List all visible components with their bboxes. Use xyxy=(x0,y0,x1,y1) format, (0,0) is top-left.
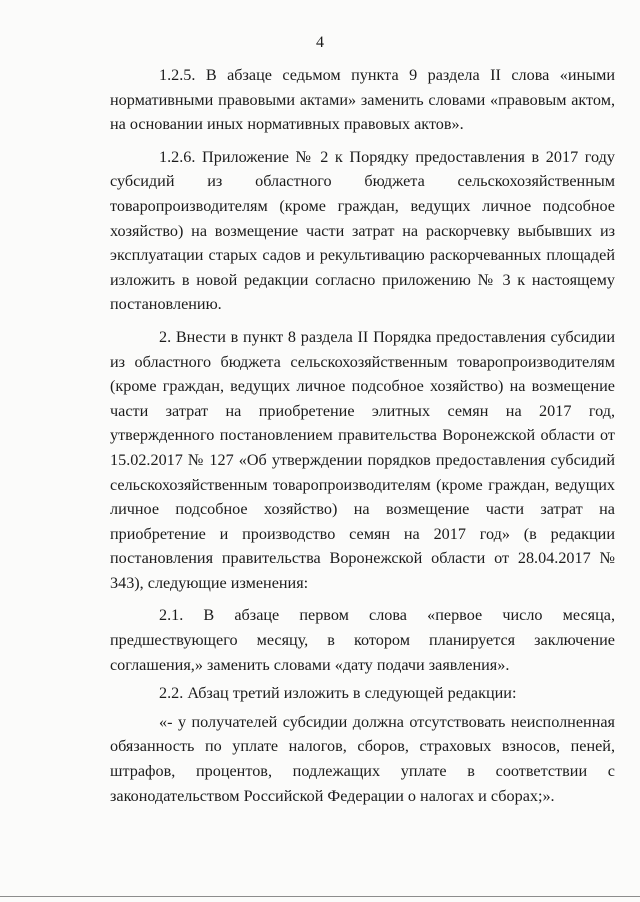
document-body xyxy=(110,63,615,808)
paragraph-1-2-5: 1.2.5. В абзаце седьмом пункта 9 раздела II слова «иными нормативными правовыми актами» заменить словами «правовым актом, на основании иных нормативных правовых актов». xyxy=(110,66,615,134)
page-bottom-rule xyxy=(0,896,640,897)
paragraph-2-2: 2.2. Абзац третий изложить в следующей редакции: xyxy=(159,684,517,703)
paragraph-quote: «- у получателей субсидии должна отсутствовать неисполненная обязанность по уплате налогов, сборов, страховых взносов, пеней, штрафов, процентов, подлежащих уплате в соответствии с законодательством Российской Федерации о налогах и сборах;». xyxy=(110,712,615,805)
paragraph-1-2-6: 1.2.6. Приложение № 2 к Порядку предоставления в 2017 году субсидий из областного бюджета сельскохозяйственным товаропроизводителям (кроме граждан, ведущих личное подсобное хозяйство) на возмещение части затрат на раскорчевку выбывших из эксплуатации старых садов и рекультивацию раскорчеванных площадей изложить в новой редакции согласно приложению № 3 к настоящему постановлению. xyxy=(110,147,615,314)
paragraph-2-1: 2.1. В абзаце первом слова «первое число месяца, предшествующего месяцу, в котором планируется заключение соглашения,» заменить словами «дату подачи заявления». xyxy=(110,606,615,674)
paragraph-2: 2. Внести в пункт 8 раздела II Порядка предоставления субсидии из областного бюджета сельскохозяйственным товаропроизводителям (кроме граждан, ведущих личное подсобное хозяйство) на возмещение части затрат на приобретение элитных семян на 2017 год, утвержденного постановлением правительства Воронежской области от 15.02.2017 № 127 «Об утверждении порядков предоставления субсидий сельскохозяйственным товаропроизводителям (кроме граждан, ведущих личное подсобное хозяйство) на возмещение части затрат на приобретение и производство семян на 2017 год» (в редакции постановления правительства Воронежской области от 28.04.2017 № 343), следующие изменения: xyxy=(110,327,615,592)
page-number: 4 xyxy=(316,34,324,51)
